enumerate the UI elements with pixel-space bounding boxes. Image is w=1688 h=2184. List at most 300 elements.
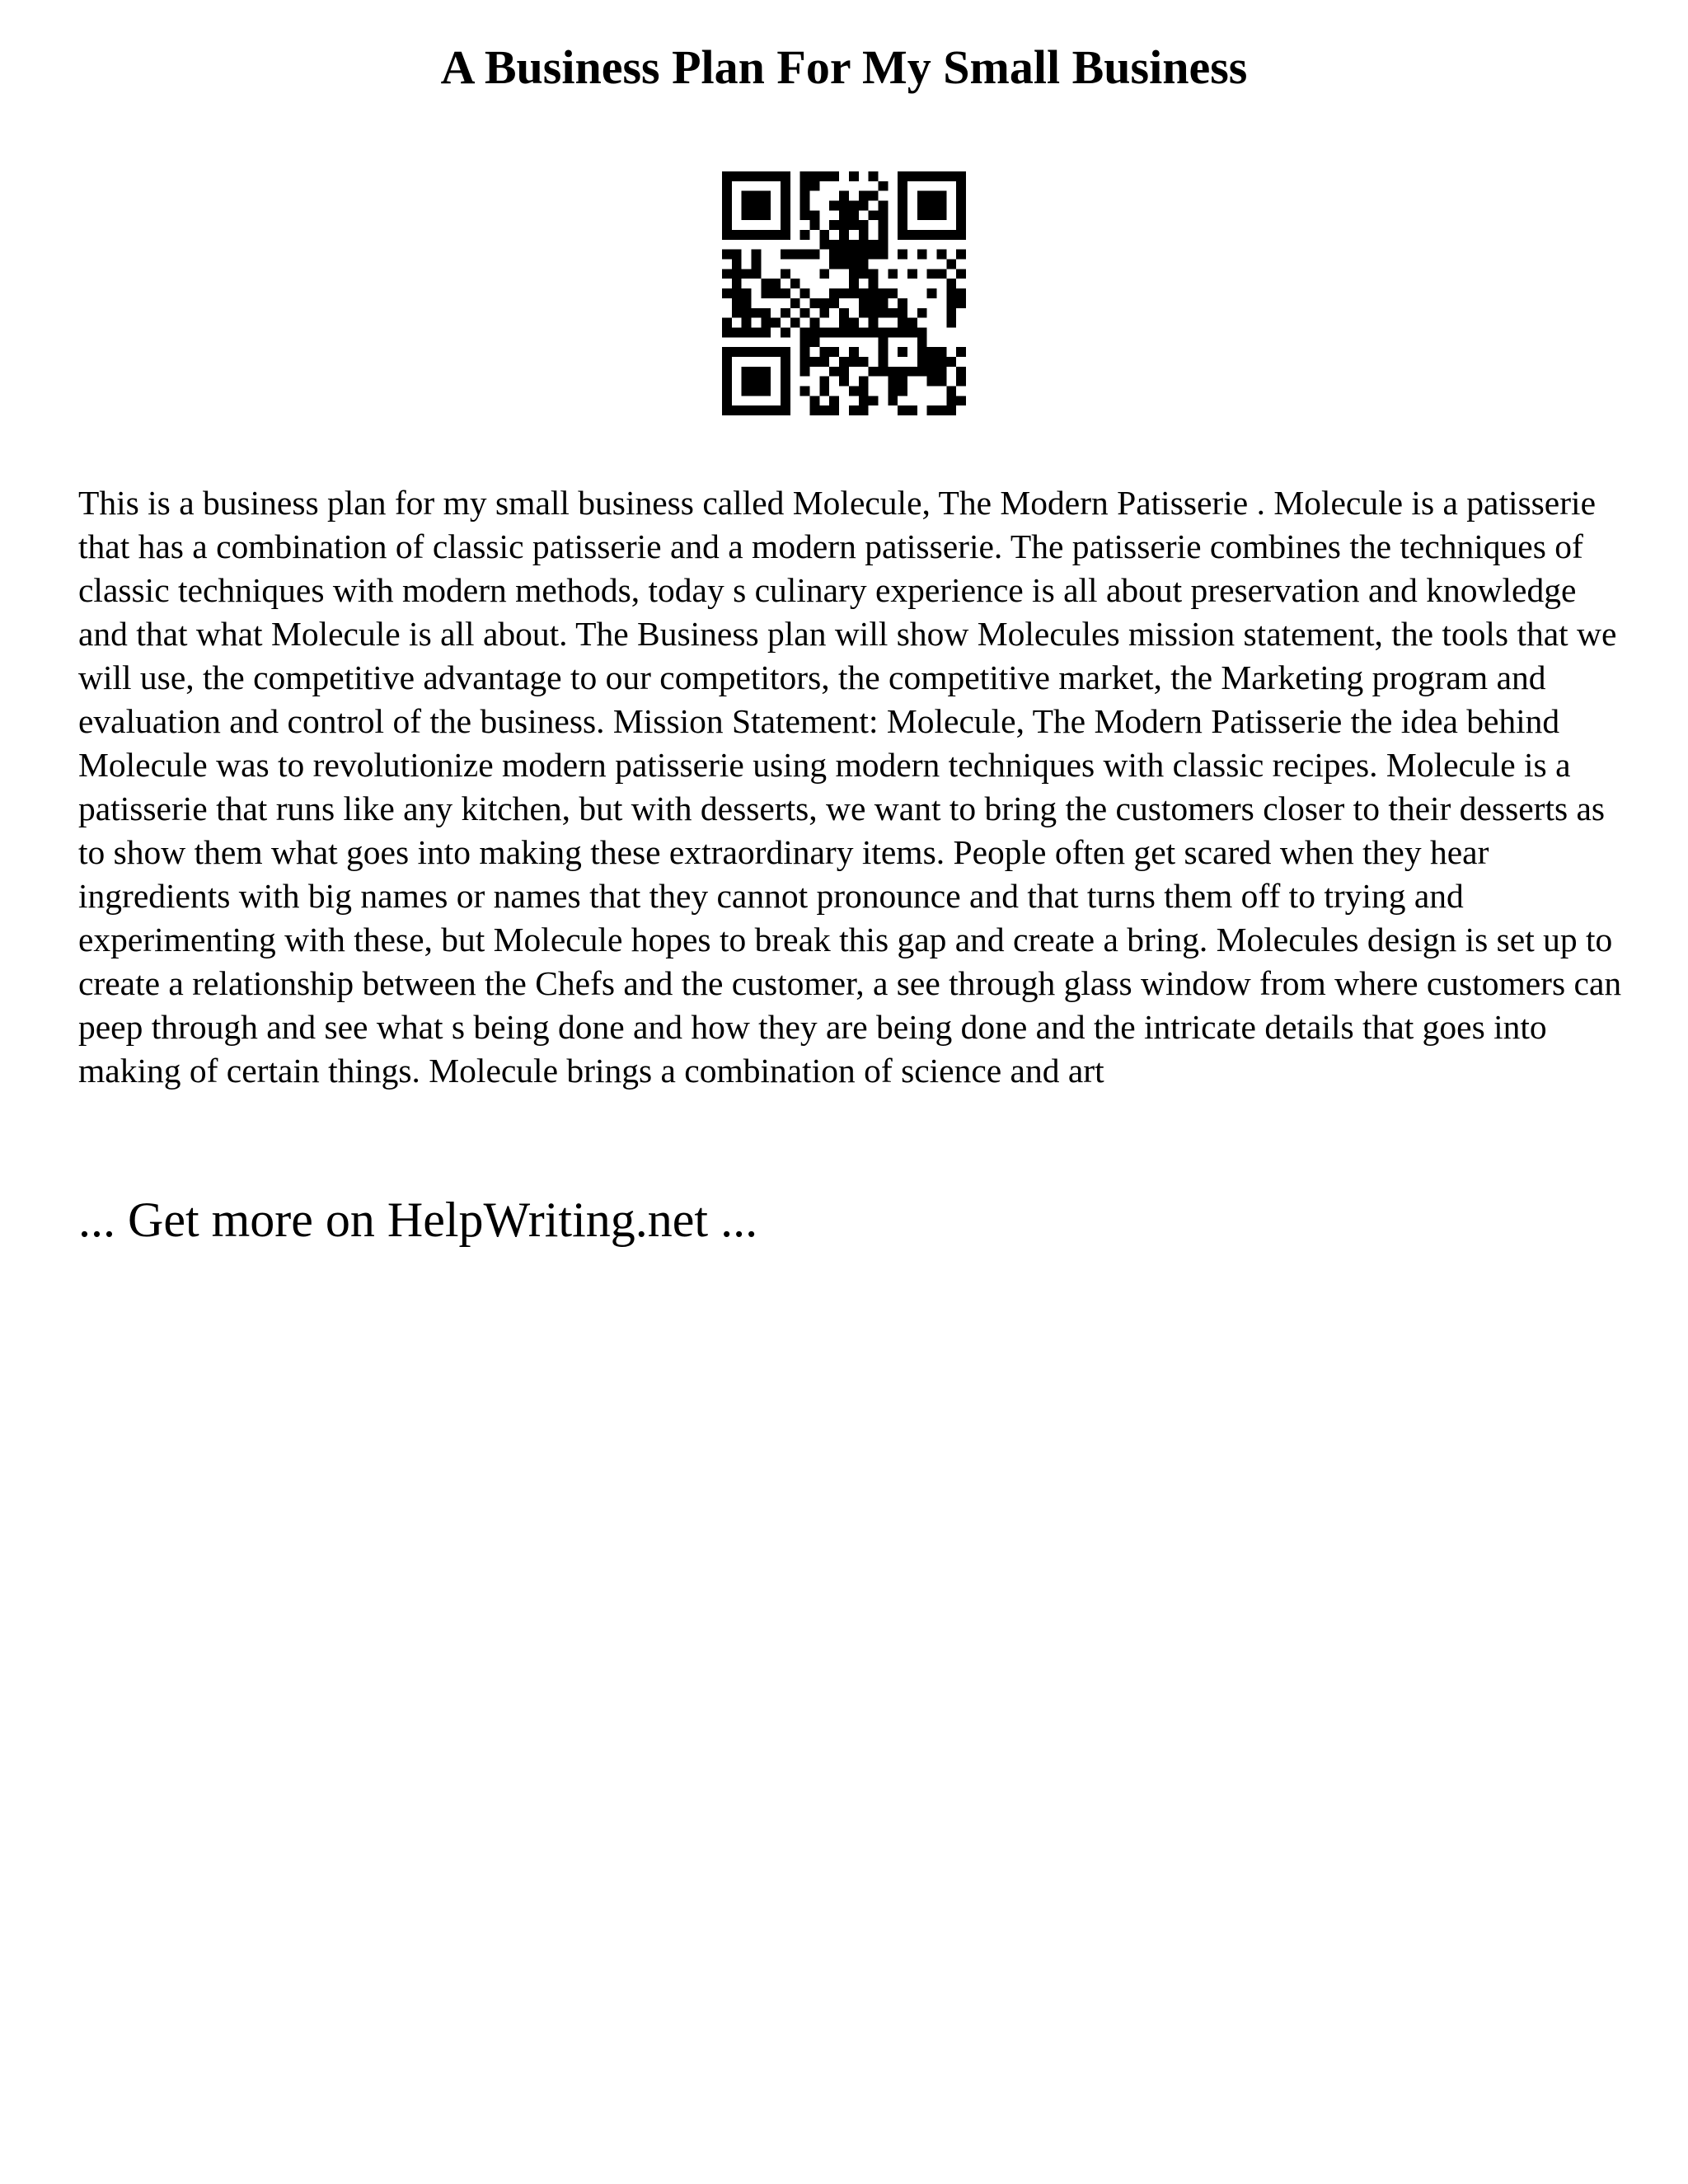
qr-module bbox=[819, 171, 829, 181]
qr-module bbox=[878, 337, 888, 347]
qr-module bbox=[839, 201, 849, 211]
qr-module bbox=[859, 308, 869, 318]
qr-module bbox=[907, 405, 917, 415]
qr-module bbox=[869, 250, 879, 260]
qr-module bbox=[761, 288, 771, 298]
qr-module bbox=[752, 308, 762, 318]
qr-module bbox=[849, 288, 859, 298]
qr-module bbox=[781, 201, 790, 211]
qr-module bbox=[761, 327, 771, 337]
qr-module bbox=[732, 260, 742, 269]
qr-module bbox=[722, 288, 732, 298]
qr-module bbox=[771, 288, 781, 298]
qr-module bbox=[946, 357, 956, 367]
qr-module bbox=[859, 260, 869, 269]
qr-module bbox=[829, 288, 839, 298]
qr-module bbox=[898, 308, 907, 318]
qr-module bbox=[859, 377, 869, 387]
qr-module bbox=[742, 201, 752, 211]
qr-module bbox=[781, 181, 790, 191]
qr-module bbox=[878, 240, 888, 250]
qr-module bbox=[956, 220, 966, 230]
qr-module bbox=[956, 269, 966, 279]
qr-module bbox=[839, 367, 849, 377]
qr-module bbox=[917, 367, 927, 377]
qr-module bbox=[859, 357, 869, 367]
qr-module bbox=[859, 327, 869, 337]
qr-module bbox=[936, 347, 946, 357]
qr-module bbox=[888, 327, 898, 337]
qr-module bbox=[771, 171, 781, 181]
qr-module bbox=[819, 240, 829, 250]
qr-module bbox=[722, 377, 732, 387]
qr-module bbox=[859, 201, 869, 211]
qr-module bbox=[732, 405, 742, 415]
qr-module bbox=[859, 396, 869, 405]
qr-module bbox=[898, 220, 907, 230]
qr-module bbox=[722, 318, 732, 328]
qr-module bbox=[917, 171, 927, 181]
qr-module bbox=[869, 298, 879, 308]
qr-module bbox=[800, 327, 810, 337]
qr-module bbox=[771, 230, 781, 240]
qr-module bbox=[936, 201, 946, 211]
qr-module bbox=[732, 269, 742, 279]
qr-module bbox=[849, 386, 859, 396]
qr-module bbox=[800, 347, 810, 357]
body-paragraph: This is a business plan for my small business called Molecule, The Modern Patisserie . Molecule is a patisserie that has a combination of classic patisserie and a modern patisserie. The patisserie combines the techniques of classic techniques with modern methods, today s culinary experience is all about preservation and knowledge and that what Molecule is all about. The Business plan will show Molecules mission statement, the tools that we will use, the competitive advantage to our competitors, the competitive market, the Marketing program and evaluation and control of the business. Mission Statement: Molecule, The Modern Patisserie the idea behind Molecule was to revolutionize modern patisserie using modern techniques with classic recipes. Molecule is a patisserie that runs like any kitchen, but with desserts, we want to bring the customers closer to their desserts as to show them what goes into making these extraordinary items. People often get scared when they hear ingredients with big names or names that they cannot pronounce and that turns them off to trying and experimenting with these, but Molecule hopes to break this gap and create a bring. Molecules design is set up to create a relationship between the Chefs and the customer, a see through glass window from where customers can peep through and see what s being done and how they are being done and the intricate details that goes into making of certain things. Molecule brings a combination of science and art bbox=[78, 484, 1622, 1090]
qr-module bbox=[742, 308, 752, 318]
qr-module bbox=[752, 230, 762, 240]
qr-module bbox=[752, 347, 762, 357]
qr-module bbox=[878, 288, 888, 298]
qr-module bbox=[722, 210, 732, 220]
qr-module bbox=[917, 308, 927, 318]
qr-module bbox=[917, 327, 927, 337]
qr-module bbox=[781, 288, 790, 298]
qr-module bbox=[956, 377, 966, 387]
qr-module bbox=[810, 318, 820, 328]
qr-module bbox=[790, 318, 800, 328]
qr-module bbox=[907, 318, 917, 328]
qr-module bbox=[742, 347, 752, 357]
qr-module bbox=[927, 269, 937, 279]
qr-module bbox=[898, 298, 907, 308]
qr-module bbox=[742, 377, 752, 387]
qr-module bbox=[742, 386, 752, 396]
qr-module bbox=[956, 201, 966, 211]
qr-module bbox=[752, 201, 762, 211]
qr-module bbox=[752, 191, 762, 201]
qr-module bbox=[752, 269, 762, 279]
qr-module bbox=[781, 386, 790, 396]
qr-module bbox=[859, 230, 869, 240]
qr-module bbox=[742, 327, 752, 337]
qr-module bbox=[810, 298, 820, 308]
qr-module bbox=[732, 308, 742, 318]
qr-module bbox=[849, 210, 859, 220]
qr-module bbox=[722, 171, 732, 181]
qr-module bbox=[936, 210, 946, 220]
qr-module bbox=[800, 250, 810, 260]
qr-module bbox=[946, 308, 956, 318]
qr-module bbox=[810, 181, 820, 191]
qr-module bbox=[859, 250, 869, 260]
qr-module bbox=[800, 337, 810, 347]
qr-module bbox=[810, 327, 820, 337]
qr-module bbox=[956, 288, 966, 298]
qr-module bbox=[742, 269, 752, 279]
qr-module bbox=[829, 240, 839, 250]
qr-module bbox=[869, 318, 879, 328]
qr-module bbox=[927, 357, 937, 367]
qr-module bbox=[810, 171, 820, 181]
qr-module bbox=[752, 327, 762, 337]
qr-module bbox=[771, 405, 781, 415]
qr-module bbox=[839, 327, 849, 337]
qr-module bbox=[839, 220, 849, 230]
qr-module bbox=[917, 357, 927, 367]
qr-module bbox=[800, 288, 810, 298]
qr-module bbox=[878, 367, 888, 377]
qr-module bbox=[732, 288, 742, 298]
qr-module bbox=[956, 171, 966, 181]
qr-module bbox=[829, 171, 839, 181]
qr-module bbox=[956, 181, 966, 191]
qr-module bbox=[810, 337, 820, 347]
qr-module bbox=[869, 308, 879, 318]
qr-module bbox=[907, 230, 917, 240]
qr-module bbox=[956, 367, 966, 377]
qr-module bbox=[761, 405, 771, 415]
qr-module bbox=[849, 171, 859, 181]
qr-module bbox=[742, 405, 752, 415]
qr-module bbox=[956, 210, 966, 220]
qr-module bbox=[898, 405, 907, 415]
qr-module bbox=[819, 308, 829, 318]
qr-module bbox=[946, 298, 956, 308]
qr-module bbox=[927, 347, 937, 357]
qr-module bbox=[819, 357, 829, 367]
qr-module bbox=[761, 191, 771, 201]
qr-module bbox=[761, 367, 771, 377]
qr-module bbox=[849, 318, 859, 328]
qr-module bbox=[956, 230, 966, 240]
qr-module bbox=[742, 171, 752, 181]
qr-module bbox=[761, 201, 771, 211]
qr-module bbox=[956, 191, 966, 201]
qr-module bbox=[829, 405, 839, 415]
qr-module bbox=[810, 250, 820, 260]
qr-module bbox=[849, 201, 859, 211]
qr-module bbox=[819, 386, 829, 396]
qr-module bbox=[898, 250, 907, 260]
qr-module bbox=[732, 171, 742, 181]
qr-module bbox=[849, 240, 859, 250]
qr-module bbox=[839, 357, 849, 367]
qr-code-icon bbox=[722, 171, 966, 415]
qr-module bbox=[742, 367, 752, 377]
qr-module bbox=[722, 191, 732, 201]
qr-module bbox=[849, 260, 859, 269]
qr-module bbox=[898, 347, 907, 357]
qr-module bbox=[829, 367, 839, 377]
qr-module bbox=[849, 250, 859, 260]
qr-module bbox=[878, 327, 888, 337]
qr-module bbox=[907, 367, 917, 377]
qr-module bbox=[927, 405, 937, 415]
qr-module bbox=[869, 288, 879, 298]
qr-module bbox=[878, 210, 888, 220]
qr-module bbox=[771, 279, 781, 288]
qr-module bbox=[917, 201, 927, 211]
qr-module bbox=[761, 347, 771, 357]
qr-module bbox=[722, 220, 732, 230]
qr-module bbox=[898, 367, 907, 377]
qr-module bbox=[829, 396, 839, 405]
qr-module bbox=[849, 347, 859, 357]
qr-module bbox=[927, 191, 937, 201]
qr-module bbox=[761, 308, 771, 318]
qr-module bbox=[742, 288, 752, 298]
qr-module bbox=[781, 367, 790, 377]
qr-module bbox=[722, 405, 732, 415]
qr-module bbox=[761, 377, 771, 387]
qr-module bbox=[800, 181, 810, 191]
qr-module bbox=[761, 279, 771, 288]
qr-module bbox=[878, 298, 888, 308]
qr-module bbox=[956, 250, 966, 260]
qr-module bbox=[927, 201, 937, 211]
qr-module bbox=[829, 201, 839, 211]
qr-module bbox=[742, 318, 752, 328]
qr-module bbox=[878, 357, 888, 367]
qr-module bbox=[752, 171, 762, 181]
qr-module bbox=[839, 210, 849, 220]
qr-module bbox=[907, 171, 917, 181]
qr-module bbox=[800, 191, 810, 201]
qr-module bbox=[761, 210, 771, 220]
qr-module bbox=[946, 386, 956, 396]
qr-module bbox=[888, 396, 898, 405]
qr-module bbox=[781, 171, 790, 181]
qr-module bbox=[732, 250, 742, 260]
qr-module bbox=[732, 327, 742, 337]
qr-module bbox=[839, 240, 849, 250]
qr-module bbox=[859, 405, 869, 415]
qr-module bbox=[859, 220, 869, 230]
qr-module bbox=[752, 367, 762, 377]
qr-module bbox=[781, 210, 790, 220]
qr-module bbox=[800, 171, 810, 181]
qr-module bbox=[888, 367, 898, 377]
qr-module bbox=[927, 288, 937, 298]
qr-module bbox=[878, 201, 888, 211]
qr-module bbox=[869, 240, 879, 250]
qr-module bbox=[781, 396, 790, 405]
qr-module bbox=[722, 386, 732, 396]
qr-module bbox=[839, 288, 849, 298]
qr-module bbox=[800, 210, 810, 220]
qr-module bbox=[878, 230, 888, 240]
qr-module bbox=[946, 279, 956, 288]
qr-module bbox=[722, 357, 732, 367]
qr-module bbox=[829, 250, 839, 260]
qr-module bbox=[722, 269, 732, 279]
qr-module bbox=[936, 269, 946, 279]
qr-module bbox=[859, 386, 869, 396]
qr-module bbox=[859, 288, 869, 298]
qr-module bbox=[752, 250, 762, 260]
qr-module bbox=[839, 260, 849, 269]
qr-module bbox=[742, 210, 752, 220]
qr-module bbox=[907, 269, 917, 279]
qr-module bbox=[810, 210, 820, 220]
qr-module bbox=[869, 279, 879, 288]
qr-module bbox=[839, 377, 849, 387]
qr-module bbox=[819, 327, 829, 337]
qr-module bbox=[829, 260, 839, 269]
qr-module bbox=[869, 327, 879, 337]
qr-module bbox=[742, 298, 752, 308]
qr-module bbox=[878, 308, 888, 318]
qr-module bbox=[839, 191, 849, 201]
qr-module bbox=[800, 357, 810, 367]
qr-module bbox=[936, 171, 946, 181]
qr-module bbox=[819, 405, 829, 415]
qr-module bbox=[800, 308, 810, 318]
qr-module bbox=[917, 250, 927, 260]
qr-module bbox=[869, 367, 879, 377]
qr-module bbox=[946, 318, 956, 328]
qr-module bbox=[781, 377, 790, 387]
qr-module bbox=[917, 191, 927, 201]
qr-module bbox=[849, 327, 859, 337]
qr-module bbox=[790, 298, 800, 308]
qr-module bbox=[898, 377, 907, 387]
qr-module bbox=[849, 269, 859, 279]
qr-module bbox=[732, 298, 742, 308]
qr-module bbox=[917, 347, 927, 357]
qr-module bbox=[752, 260, 762, 269]
qr-module bbox=[732, 230, 742, 240]
qr-module bbox=[781, 269, 790, 279]
qr-module bbox=[898, 171, 907, 181]
qr-module bbox=[781, 191, 790, 201]
qr-module bbox=[819, 377, 829, 387]
qr-module bbox=[810, 405, 820, 415]
page-title: A Business Plan For My Small Business bbox=[440, 40, 1248, 94]
qr-module bbox=[956, 298, 966, 308]
qr-module bbox=[781, 220, 790, 230]
qr-module bbox=[781, 230, 790, 240]
qr-module bbox=[869, 269, 879, 279]
qr-module bbox=[898, 327, 907, 337]
qr-module bbox=[936, 405, 946, 415]
qr-module bbox=[849, 405, 859, 415]
qr-module bbox=[946, 260, 956, 269]
qr-module bbox=[742, 191, 752, 201]
qr-module bbox=[761, 230, 771, 240]
qr-module bbox=[849, 279, 859, 288]
qr-module bbox=[810, 357, 820, 367]
qr-module bbox=[839, 230, 849, 240]
qr-module bbox=[946, 171, 956, 181]
get-more-link[interactable]: ... Get more on HelpWriting.net ... bbox=[78, 1193, 758, 1247]
qr-module bbox=[917, 210, 927, 220]
qr-module bbox=[869, 210, 879, 220]
qr-module bbox=[819, 347, 829, 357]
qr-module bbox=[936, 250, 946, 260]
qr-module bbox=[927, 210, 937, 220]
qr-module bbox=[927, 171, 937, 181]
qr-module bbox=[790, 279, 800, 288]
qr-module bbox=[722, 347, 732, 357]
qr-module bbox=[898, 318, 907, 328]
qr-module bbox=[752, 405, 762, 415]
qr-module bbox=[732, 279, 742, 288]
qr-module bbox=[917, 230, 927, 240]
qr-module bbox=[898, 230, 907, 240]
qr-module bbox=[752, 377, 762, 387]
qr-module bbox=[829, 347, 839, 357]
qr-module bbox=[732, 347, 742, 357]
qr-module bbox=[752, 386, 762, 396]
qr-module bbox=[849, 357, 859, 367]
qr-module bbox=[742, 230, 752, 240]
qr-module bbox=[722, 327, 732, 337]
qr-module bbox=[859, 298, 869, 308]
qr-module bbox=[819, 269, 829, 279]
qr-module bbox=[722, 396, 732, 405]
qr-module bbox=[878, 347, 888, 357]
qr-module bbox=[722, 230, 732, 240]
qr-module bbox=[888, 386, 898, 396]
qr-module bbox=[888, 269, 898, 279]
qr-module bbox=[946, 405, 956, 415]
qr-module bbox=[819, 298, 829, 308]
qr-module bbox=[898, 210, 907, 220]
qr-module bbox=[927, 230, 937, 240]
qr-module bbox=[888, 308, 898, 318]
qr-module bbox=[898, 191, 907, 201]
qr-module bbox=[859, 191, 869, 201]
qr-module bbox=[752, 210, 762, 220]
qr-module bbox=[869, 396, 879, 405]
qr-module bbox=[898, 386, 907, 396]
qr-module bbox=[859, 269, 869, 279]
qr-module bbox=[878, 220, 888, 230]
qr-module bbox=[917, 337, 927, 347]
qr-module bbox=[946, 288, 956, 298]
qr-module bbox=[761, 318, 771, 328]
qr-module bbox=[829, 298, 839, 308]
qr-module bbox=[761, 386, 771, 396]
qr-module bbox=[790, 250, 800, 260]
qr-module bbox=[956, 396, 966, 405]
qr-module bbox=[771, 347, 781, 357]
qr-module bbox=[936, 230, 946, 240]
qr-module bbox=[781, 250, 790, 260]
qr-module bbox=[839, 318, 849, 328]
qr-module bbox=[722, 250, 732, 260]
qr-module bbox=[878, 250, 888, 260]
qr-module bbox=[781, 308, 790, 318]
qr-module bbox=[722, 181, 732, 191]
qr-module bbox=[898, 181, 907, 191]
qr-module bbox=[936, 357, 946, 367]
qr-module bbox=[800, 230, 810, 240]
